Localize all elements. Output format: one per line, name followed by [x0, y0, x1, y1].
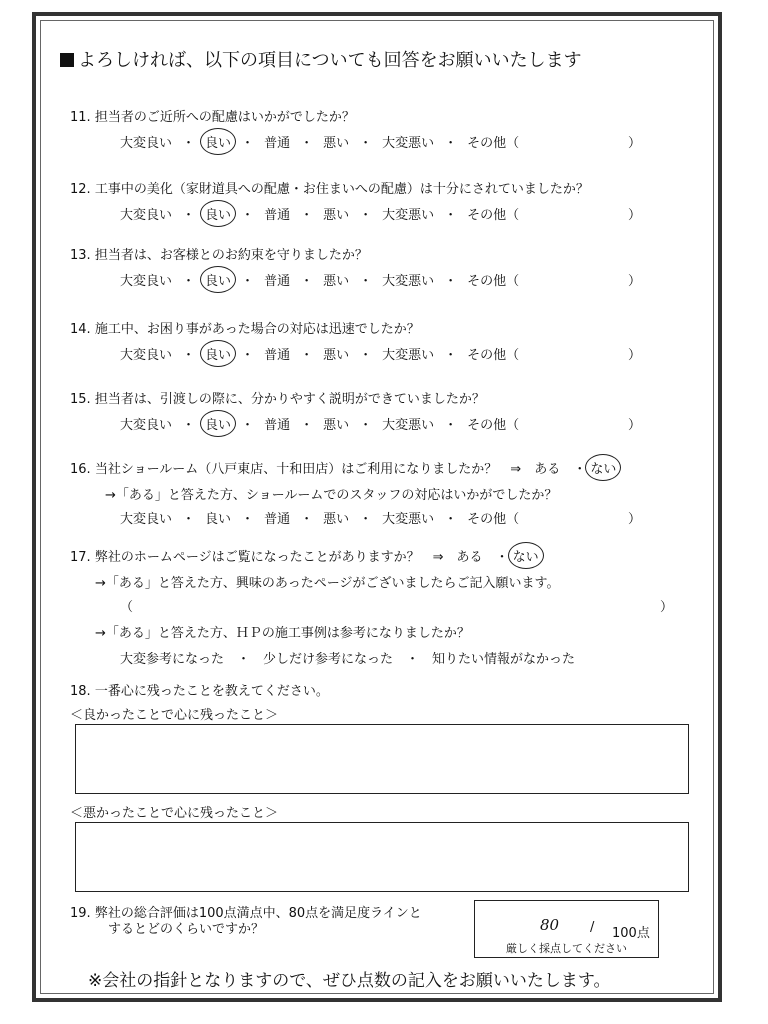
separator: ・ [444, 274, 458, 289]
separator: ・ [444, 418, 458, 433]
separator: ・ [300, 208, 314, 223]
question-11 [70, 106, 355, 125]
header-text: よろしければ、以下の項目についても回答をお願いいたします [78, 50, 582, 71]
separator: ・ [182, 512, 196, 527]
separator: ・ [359, 512, 373, 527]
question-number: 14. [70, 322, 91, 337]
question-18 [70, 680, 329, 699]
question-16 [70, 458, 616, 477]
q12-option-1-selected[interactable]: 良い [205, 204, 231, 223]
q11-option-0[interactable]: 大変良い [120, 136, 173, 151]
q14-option-0[interactable]: 大変良い [120, 348, 173, 363]
q15-options [120, 414, 519, 433]
q11-option-3[interactable]: 悪い [323, 136, 350, 151]
q15-option-3[interactable]: 悪い [323, 418, 350, 433]
q17-followup-2: →「ある」と答えた方、ＨＰの施工事例は参考になりましたか？ [95, 626, 470, 641]
question-text: 当社ショールーム（八戸東店、十和田店）はご利用になりましたか？ ⇒ ある ・ [94, 462, 587, 477]
close-paren: ） [660, 600, 674, 615]
separator: ・ [444, 136, 458, 151]
question-text: 一番心に残ったことを教えてください。 [94, 684, 329, 699]
q13-option-4[interactable]: 大変悪い [382, 274, 435, 289]
close-paren: ） [628, 136, 642, 151]
q16-option-0[interactable]: 大変良い [120, 512, 173, 527]
question-number: 12. [70, 182, 91, 197]
q16-options [120, 508, 519, 527]
question-number: 15. [70, 392, 91, 407]
separator: ・ [300, 348, 314, 363]
q13-option-1-selected[interactable]: 良い [205, 270, 231, 289]
q14-option-1-selected[interactable]: 良い [205, 344, 231, 363]
separator: ・ [444, 348, 458, 363]
q14-options [120, 344, 519, 363]
q15-option-4[interactable]: 大変悪い [382, 418, 435, 433]
q11-option-5[interactable]: その他（ [467, 136, 520, 151]
separator: ・ [241, 208, 255, 223]
q14-option-2[interactable]: 普通 [264, 348, 291, 363]
question-17 [70, 546, 539, 565]
q14-option-4[interactable]: 大変悪い [382, 348, 435, 363]
q17-followup-2-options: 大変参考になった ・ 少しだけ参考になった ・ 知りたい情報がなかった [120, 652, 576, 667]
separator: ・ [182, 208, 196, 223]
section-header [60, 46, 582, 72]
q16-option-1[interactable]: 良い [205, 512, 232, 527]
separator: ・ [300, 274, 314, 289]
q12-option-4[interactable]: 大変悪い [382, 208, 435, 223]
question-number: 16. [70, 462, 91, 477]
q13-option-5[interactable]: その他（ [467, 274, 520, 289]
good-memory-field[interactable] [75, 724, 689, 794]
separator: ・ [359, 348, 373, 363]
q13-option-0[interactable]: 大変良い [120, 274, 173, 289]
close-paren: ） [628, 208, 642, 223]
separator: ・ [444, 512, 458, 527]
q11-option-2[interactable]: 普通 [264, 136, 291, 151]
q12-option-0[interactable]: 大変良い [120, 208, 173, 223]
square-bullet-icon [60, 53, 74, 67]
close-paren: ） [628, 274, 642, 289]
q13-options [120, 270, 519, 289]
close-paren: ） [628, 348, 642, 363]
q13-option-2[interactable]: 普通 [264, 274, 291, 289]
question-text: 担当者のご近所への配慮はいかがでしたか？ [94, 110, 355, 125]
q17-answer-circled: ない [513, 546, 539, 565]
question-number: 11. [70, 110, 91, 125]
question-12 [70, 178, 589, 197]
bad-memory-label: ＜悪かったことで心に残ったこと＞ [70, 806, 279, 821]
open-paren: （ [120, 600, 134, 615]
q16-option-2[interactable]: 普通 [264, 512, 291, 527]
q15-option-5[interactable]: その他（ [467, 418, 520, 433]
q12-option-3[interactable]: 悪い [323, 208, 350, 223]
q11-options [120, 132, 519, 151]
question-number: 17. [70, 550, 91, 565]
separator: ・ [182, 274, 196, 289]
q17-followup-1: →「ある」と答えた方、興味のあったページがございましたらご記入願います。 [95, 576, 560, 591]
q14-option-3[interactable]: 悪い [323, 348, 350, 363]
question-text: 弊社のホームページはご覧になったことがありますか？ ⇒ ある ・ [94, 550, 509, 565]
separator: ・ [182, 348, 196, 363]
score-note: 厳しく採点してください [506, 942, 627, 955]
question-text: 担当者は、引渡しの際に、分かりやすく説明ができていましたか？ [94, 392, 485, 407]
footer-note: ※会社の指針となりますので、ぜひ点数の記入をお願いいたします。 [88, 971, 611, 991]
separator: ・ [359, 136, 373, 151]
q16-followup: →「ある」と答えた方、ショールームでのスタッフの対応はいかがでしたか？ [105, 488, 558, 503]
score-slash: / [590, 920, 595, 935]
close-paren: ） [628, 418, 642, 433]
good-memory-label: ＜良かったことで心に残ったこと＞ [70, 708, 279, 723]
q14-option-5[interactable]: その他（ [467, 348, 520, 363]
separator: ・ [300, 418, 314, 433]
question-14 [70, 318, 420, 337]
q13-option-3[interactable]: 悪い [323, 274, 350, 289]
score-value: 80 [540, 916, 560, 934]
q15-option-0[interactable]: 大変良い [120, 418, 173, 433]
q16-option-4[interactable]: 大変悪い [382, 512, 435, 527]
separator: ・ [359, 208, 373, 223]
separator: ・ [241, 348, 255, 363]
question-text: 担当者は、お客様とのお約束を守りましたか？ [94, 248, 368, 263]
q12-option-2[interactable]: 普通 [264, 208, 291, 223]
question-text-line1: 弊社の総合評価は100点満点中、80点を満足度ラインと [94, 906, 422, 921]
separator: ・ [182, 418, 196, 433]
separator: ・ [182, 136, 196, 151]
question-number: 13. [70, 248, 91, 263]
separator: ・ [359, 274, 373, 289]
q16-answer-circled: ない [590, 458, 616, 477]
separator: ・ [241, 512, 255, 527]
q11-option-1-selected[interactable]: 良い [205, 132, 231, 151]
q12-options [120, 204, 519, 223]
score-max: 100点 [612, 926, 650, 941]
q12-option-5[interactable]: その他（ [467, 208, 520, 223]
q15-option-2[interactable]: 普通 [264, 418, 291, 433]
question-number: 19. [70, 906, 91, 921]
close-paren: ） [628, 512, 642, 527]
separator: ・ [241, 418, 255, 433]
question-number: 18. [70, 684, 91, 699]
separator: ・ [241, 274, 255, 289]
q11-option-4[interactable]: 大変悪い [382, 136, 435, 151]
q16-option-5[interactable]: その他（ [467, 512, 520, 527]
q16-option-3[interactable]: 悪い [323, 512, 350, 527]
q15-option-1-selected[interactable]: 良い [205, 414, 231, 433]
question-text-line2: するとどのくらいですか？ [108, 922, 265, 937]
separator: ・ [359, 418, 373, 433]
bad-memory-field[interactable] [75, 822, 689, 892]
separator: ・ [444, 208, 458, 223]
question-13 [70, 244, 368, 263]
question-15 [70, 388, 485, 407]
separator: ・ [300, 136, 314, 151]
question-text: 施工中、お困り事があった場合の対応は迅速でしたか？ [94, 322, 420, 337]
separator: ・ [241, 136, 255, 151]
separator: ・ [300, 512, 314, 527]
question-text: 工事中の美化（家財道具への配慮・お住まいへの配慮）は十分にされていましたか？ [94, 182, 589, 197]
